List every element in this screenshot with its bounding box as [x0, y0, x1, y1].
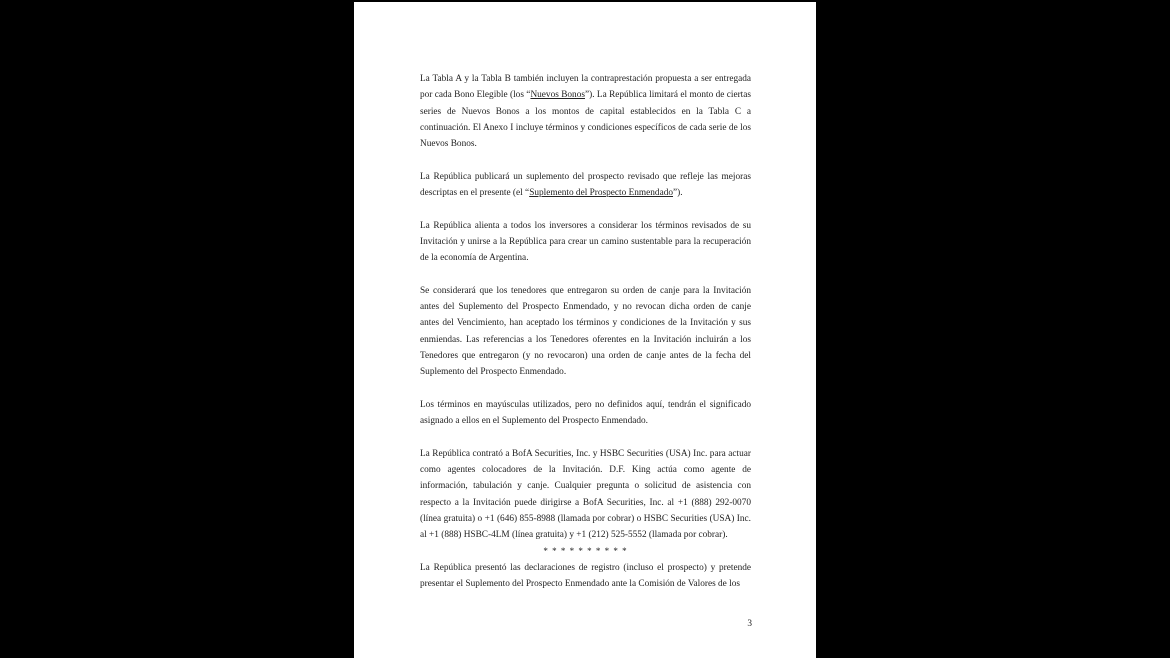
paragraph-text: ”). — [673, 188, 683, 199]
paragraph-defined-terms: Los términos en mayúsculas utilizados, pero no definidos aquí, tendrán el significado asignado a ellos en el Suplemento del Prospecto Enmendado. — [420, 399, 751, 427]
defined-term-nuevos-bonos: Nuevos Bonos — [530, 90, 585, 101]
page-number: 3 — [747, 619, 752, 629]
paragraph-text: La República publicará un suplemento del prospecto revisado que refleje las mejoras descriptas en el presente (el “ — [420, 171, 751, 199]
document-body — [420, 71, 751, 609]
paragraph-text: La Tabla A y la Tabla B también incluyen la contraprestación propuesta a ser entregada por cada Bono Elegible (los “ — [420, 74, 751, 101]
document-page — [354, 2, 816, 658]
defined-term-suplemento: Suplemento del Prospecto Enmendado — [529, 188, 674, 199]
paragraph-text: ”). La República limitará el monto de ciertas series de Nuevos Bonos a los montos de capital establecidos en la Tabla C a continuación. El Anexo I incluye términos y condiciones específicos de cada serie de los Nuevos Bonos. — [420, 90, 751, 150]
section-separator: * * * * * * * * * * — [543, 545, 628, 556]
paragraph-prospectus-supplement — [420, 169, 751, 202]
paragraph-investors: La República alienta a todos los inversores a considerar los términos revisados de su Invitación y unirse a la República para crear un camino sustentable para la recuperación de la economía de Argentina. — [420, 220, 751, 264]
paragraph-new-bonds — [420, 71, 751, 152]
paragraph-agents: La República contrató a BofA Securities, Inc. y HSBC Securities (USA) Inc. para actuar como agentes colocadores de la Invitación. D.F. King actúa como agente de información, tabulación y canje. Cualquier pregunta o solicitud de asistencia con respecto a la Invitación puede dirigirse a BofA Securities, Inc. al +1 (888) 292-0070 (línea gratuita) o +1 (646) 855-8988 (llamada por cobrar) o HSBC Securities (USA) Inc. al +1 (888) HSBC-4LM (línea gratuita) y +1 (212) 525-5552 (llamada por cobrar). — [420, 448, 751, 541]
paragraph-registration: La República presentó las declaraciones de registro (incluso el prospecto) y pretende presentar el Suplemento del Prospecto Enmendado ante la Comisión de Valores de los — [420, 562, 751, 589]
paragraph-holders: Se considerará que los tenedores que entregaron su orden de canje para la Invitación antes del Suplemento del Prospecto Enmendado, y no revocan dicha orden de canje antes del Vencimiento, han aceptado los términos y condiciones de la Invitación y sus enmiendas. Las referencias a los Tenedores oferentes en la Invitación incluirán a los Tenedores que entregaron (y no revocaron) una orden de canje antes de la fecha del Suplemento del Prospecto Enmendado. — [420, 285, 751, 378]
